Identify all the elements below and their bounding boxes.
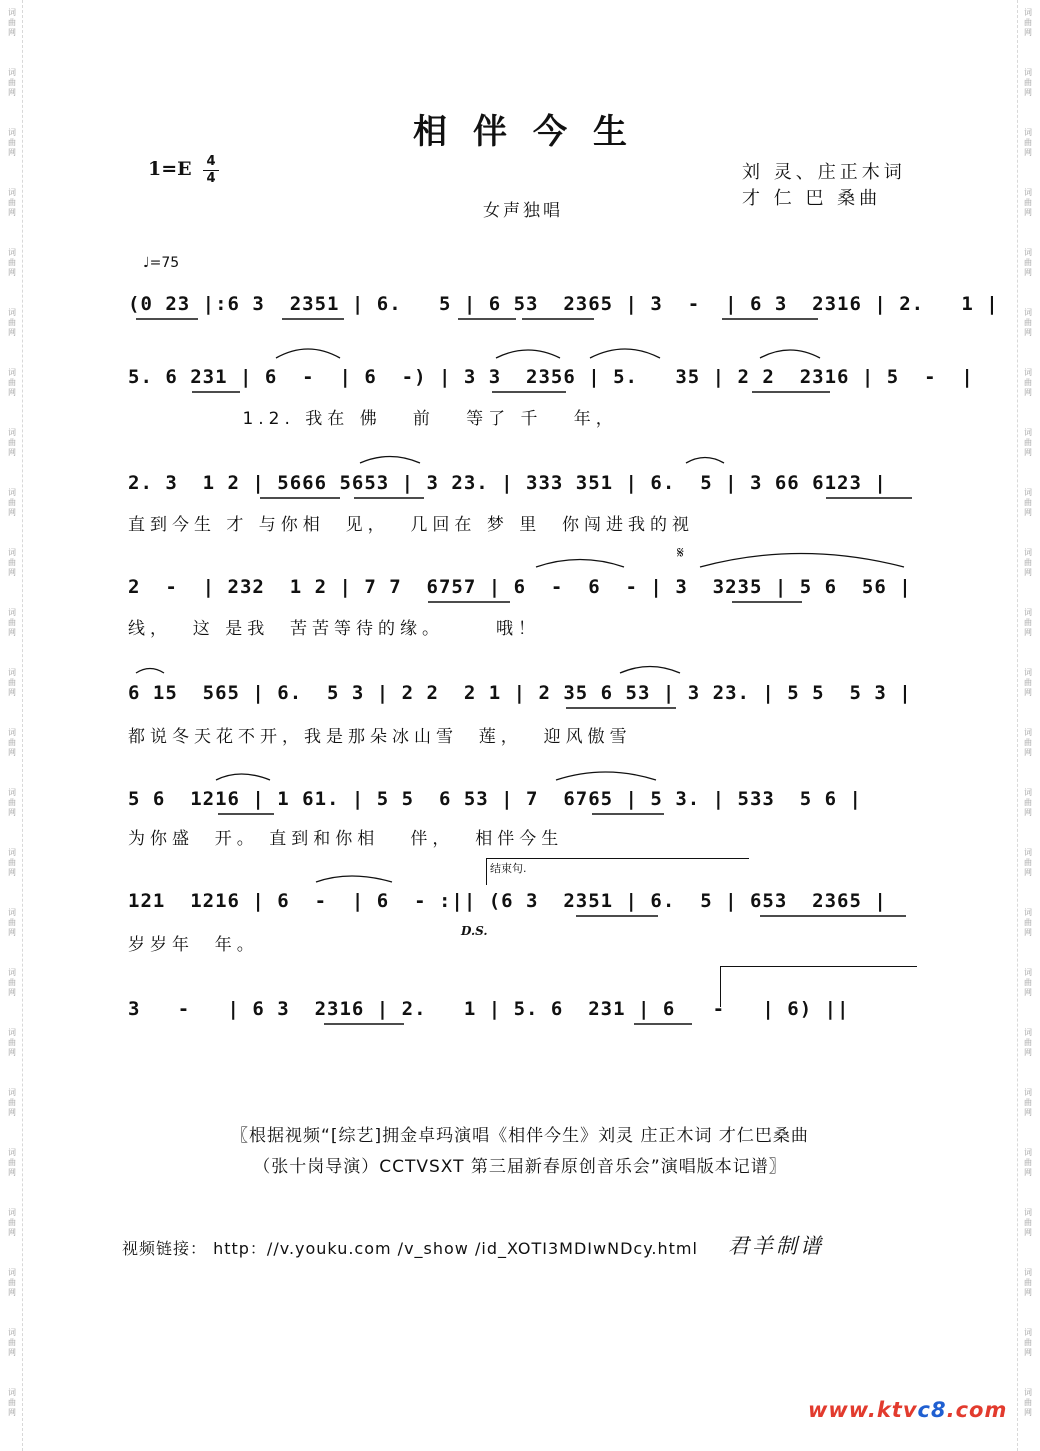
tie-arc <box>760 350 820 358</box>
tie-arc <box>556 772 656 780</box>
lyric-row-7: 岁岁年 年。 <box>128 935 259 955</box>
segno-sign: 𝄋 <box>677 543 684 562</box>
score-row-5: 6 15 565 | 6. 5 3 | 2 2 2 1 | 2 35 6 53 | 3 23. | 5 5 5 3 | <box>128 682 912 704</box>
score-row-7: 121 1216 | 6 - | 6 - :|| (6 3 2351 | 6. 5 | 653 2365 | <box>128 890 887 912</box>
side-mark: 词 曲 网 <box>8 1328 16 1357</box>
side-mark: 词 曲 网 <box>8 1208 16 1237</box>
arranger-signature: 君羊制谱 <box>728 1234 824 1258</box>
footnote-line-2: （张十岗导演）CCTVSXT 第三届新春原创音乐会”演唱版本记谱〗 <box>253 1157 787 1177</box>
tie-arc <box>216 774 270 780</box>
score-row-8: 3 - | 6 3 2316 | 2. 1 | 5. 6 231 | 6 - | 6) || <box>128 998 850 1020</box>
side-mark: 词 曲 网 <box>1024 1088 1032 1117</box>
side-mark: 词 曲 网 <box>8 1088 16 1117</box>
score-row-4: 2 - | 232 1 2 | 7 7 6757 | 6 - 6 - | 3 3235 | 5 6 56 | <box>128 576 912 598</box>
watermark-part-1: www.ktv <box>808 1398 918 1422</box>
watermark-part-3: .com <box>946 1398 1008 1422</box>
side-mark: 词 曲 网 <box>1024 668 1032 697</box>
side-mark: 词 曲 网 <box>1024 1328 1032 1357</box>
side-mark: 词 曲 网 <box>1024 968 1032 997</box>
side-mark: 词 曲 网 <box>8 668 16 697</box>
lyric-row-3: 直到今生 才 与你相 见， 几回在 梦 里 你闯进我的视 <box>128 515 695 535</box>
side-mark: 词 曲 网 <box>8 488 16 517</box>
ending-label: 结束句. <box>490 862 527 875</box>
side-mark: 词 曲 网 <box>1024 1388 1032 1417</box>
score-row-2: 5. 6 231 | 6 - | 6 -) | 3 3 2356 | 5. 35 | 2 2 2316 | 5 - | <box>128 366 974 388</box>
side-mark: 词 曲 网 <box>8 788 16 817</box>
tie-arc <box>360 457 420 464</box>
tie-arc <box>700 554 904 568</box>
tie-arc <box>620 667 680 674</box>
side-mark: 词 曲 网 <box>1024 8 1032 37</box>
composer-credit: 才 仁 巴 桑曲 <box>742 188 882 209</box>
tie-arc <box>136 669 164 674</box>
side-mark: 词 曲 网 <box>1024 1028 1032 1057</box>
tie-arc <box>590 349 660 358</box>
tie-arc <box>536 560 624 568</box>
time-signature-top: 4 <box>206 154 216 169</box>
side-mark: 词 曲 网 <box>1024 908 1032 937</box>
side-mark: 词 曲 网 <box>1024 1148 1032 1177</box>
lyricist-credit: 刘 灵、庄正木词 <box>742 162 906 183</box>
side-mark: 词 曲 网 <box>8 1388 16 1417</box>
tie-arc <box>496 350 560 358</box>
side-mark: 词 曲 网 <box>8 128 16 157</box>
side-mark: 词 曲 网 <box>1024 1268 1032 1297</box>
side-mark: 词 曲 网 <box>1024 608 1032 637</box>
lyric-row-2: 1.2. 我在 佛 前 等了 千 年， <box>128 409 618 429</box>
side-mark: 词 曲 网 <box>1024 788 1032 817</box>
tie-arc <box>686 458 724 464</box>
performer-label: 女声独唱 <box>483 201 563 221</box>
side-mark: 词 曲 网 <box>8 608 16 637</box>
score-row-6: 5 6 1216 | 1 61. | 5 5 6 53 | 7 6765 | 5 3. | 533 5 6 | <box>128 788 862 810</box>
side-mark: 词 曲 网 <box>1024 488 1032 517</box>
side-mark: 词 曲 网 <box>8 308 16 337</box>
score-row-1: (0 23 |:6 3 2351 | 6. 5 | 6 53 2365 | 3 - | 6 3 2316 | 2. 1 | <box>128 293 999 315</box>
side-mark: 词 曲 网 <box>1024 1208 1032 1237</box>
footnote-line-1: 〖根据视频“[综艺]拥金卓玛演唱《相伴今生》刘灵 庄正木词 才仁巴桑曲 <box>231 1126 809 1146</box>
side-mark: 词 曲 网 <box>1024 68 1032 97</box>
side-mark: 词 曲 网 <box>8 1268 16 1297</box>
tie-arc <box>316 876 392 882</box>
side-mark: 词 曲 网 <box>1024 128 1032 157</box>
side-mark: 词 曲 网 <box>8 188 16 217</box>
side-mark: 词 曲 网 <box>1024 728 1032 757</box>
side-mark: 词 曲 网 <box>1024 248 1032 277</box>
side-mark: 词 曲 网 <box>8 428 16 457</box>
side-mark: 词 曲 网 <box>1024 848 1032 877</box>
side-mark: 词 曲 网 <box>8 728 16 757</box>
side-mark: 词 曲 网 <box>8 848 16 877</box>
ds-marking: D.S. <box>461 924 488 938</box>
side-mark: 词 曲 网 <box>1024 548 1032 577</box>
video-link[interactable]: 视频链接： http：//v.youku.com /v_show /id_XOTI3MDIwNDcy.html <box>122 1239 698 1258</box>
lyric-row-5: 都说冬天花不开，我是那朵冰山雪 莲， 迎风傲雪 <box>128 727 632 747</box>
side-mark: 词 曲 网 <box>8 8 16 37</box>
side-mark: 词 曲 网 <box>8 1028 16 1057</box>
watermark-part-2: c8 <box>917 1398 947 1422</box>
side-mark: 词 曲 网 <box>1024 308 1032 337</box>
lyric-row-4: 线， 这 是我 苦苦等待的缘。 哦！ <box>128 619 541 639</box>
side-mark: 词 曲 网 <box>8 968 16 997</box>
time-signature-bottom: 4 <box>206 171 216 186</box>
tie-arc <box>276 349 340 358</box>
side-mark: 词 曲 网 <box>1024 368 1032 397</box>
key-signature: 1=E <box>148 158 192 180</box>
score-row-3: 2. 3 1 2 | 5666 5653 | 3 23. | 333 351 | 6. 5 | 3 66 6123 | <box>128 472 887 494</box>
tempo-marking: ♩=75 <box>143 255 180 271</box>
side-mark: 词 曲 网 <box>8 908 16 937</box>
song-title: 相伴今生 <box>413 112 653 152</box>
side-mark: 词 曲 网 <box>8 368 16 397</box>
lyric-row-6: 为你盛 开。 直到和你相 伴， 相伴今生 <box>128 829 564 849</box>
side-mark: 词 曲 网 <box>8 1148 16 1177</box>
side-mark: 词 曲 网 <box>1024 188 1032 217</box>
side-mark: 词 曲 网 <box>8 548 16 577</box>
side-mark: 词 曲 网 <box>8 248 16 277</box>
side-mark: 词 曲 网 <box>1024 428 1032 457</box>
side-mark: 词 曲 网 <box>8 68 16 97</box>
